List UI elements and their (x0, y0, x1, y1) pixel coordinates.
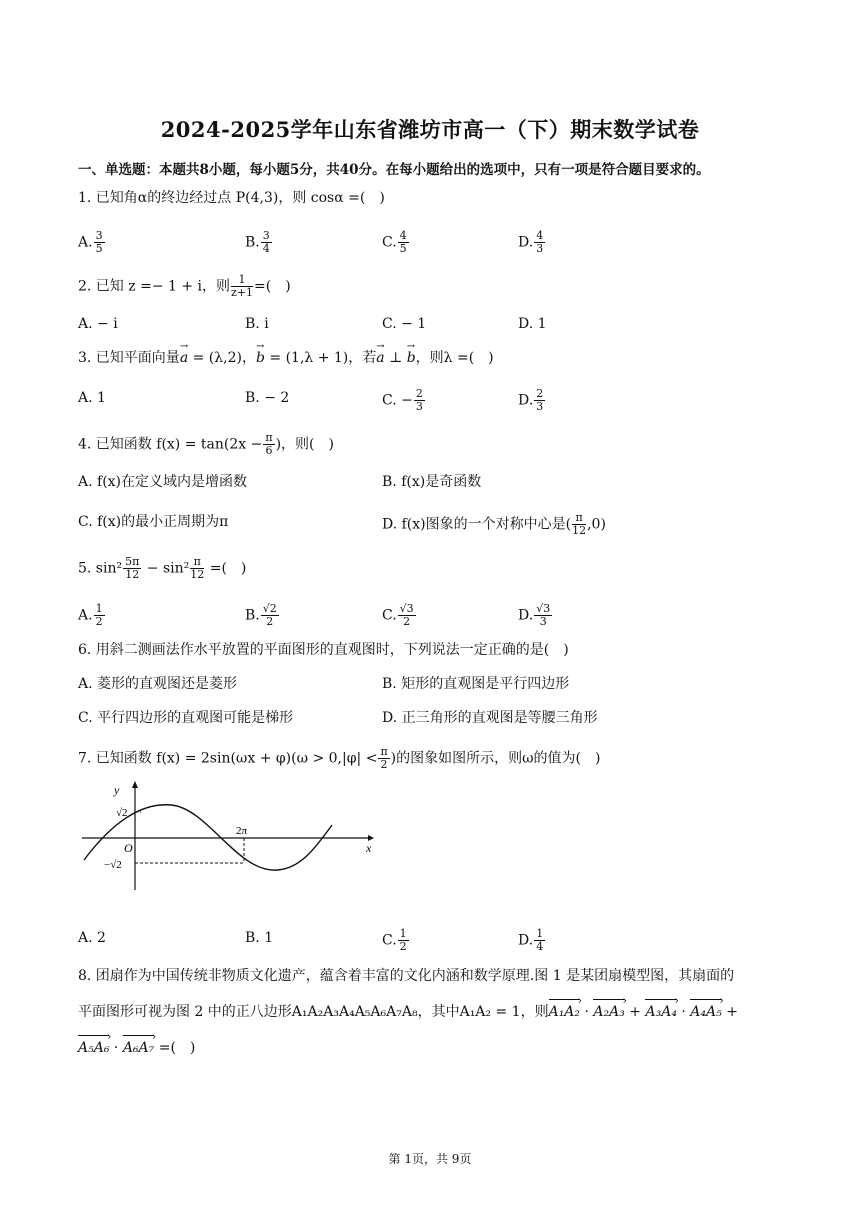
section-header: 一、单选题：本题共8小题，每小题5分，共40分。在每小题给出的选项中，只有一项是符合题目要求的。 (78, 162, 710, 178)
q5-option-c[interactable]: C. $\frac{√3}{2}$ (382, 602, 414, 628)
exam-title: 2024-2025学年山东省潍坊市高一（下）期末数学试卷 (160, 117, 700, 142)
q4-option-a[interactable]: A. f(x)在定义域内是增函数 (78, 474, 248, 490)
sine-graph-figure (78, 778, 378, 896)
q4-option-d[interactable]: D. f(x)图象的一个对称中心是( $\frac{\pi}{12}$ ,0) (382, 511, 606, 537)
q5-option-d[interactable]: D. $\frac{√3}{3}$ (518, 602, 551, 628)
q1-option-c[interactable]: C. $\frac{4}{5}$ (382, 229, 407, 255)
q2-option-c[interactable]: C. − 1 (382, 316, 427, 332)
q2-option-b[interactable]: B. i (245, 316, 269, 332)
q7-option-d[interactable]: D. $\frac{1}{4}$ (518, 927, 544, 953)
q2-option-d[interactable]: D. 1 (518, 316, 547, 332)
q3-option-c[interactable]: C. − $\frac{2}{3}$ (382, 387, 423, 413)
y-axis-label: y (114, 783, 120, 797)
q1-option-d[interactable]: D. $\frac{4}{3}$ (518, 229, 544, 255)
q7-option-b[interactable]: B. 1 (245, 930, 274, 946)
q2-option-a[interactable]: A. − i (78, 316, 118, 332)
2pi-tick-label: 2π (236, 825, 248, 837)
question-6-stem: 6. 用斜二测画法作水平放置的平面图形的直观图时，下列说法一定正确的是( ) (78, 642, 569, 658)
q4-option-c[interactable]: C. f(x)的最小正周期为π (78, 514, 229, 530)
q4-option-b[interactable]: B. f(x)是奇函数 (382, 474, 482, 490)
q7-option-c[interactable]: C. $\frac{1}{2}$ (382, 927, 407, 953)
q6-option-d[interactable]: D. 正三角形的直观图是等腰三角形 (382, 710, 598, 726)
neg-sqrt2-tick-label: −√2 (104, 859, 122, 871)
sqrt2-tick-label: √2 (116, 807, 128, 819)
y-axis-arrow (132, 781, 138, 788)
x-axis-label: x (366, 841, 372, 855)
q1-option-a[interactable]: A. $\frac{3}{5}$ (78, 229, 103, 255)
question-1-stem: 1. 已知角α的终边经过点 P(4,3)，则 cosα =( ) (78, 190, 385, 206)
q5-option-a[interactable]: A. $\frac{1}{2}$ (78, 602, 103, 628)
q6-option-b[interactable]: B. 矩形的直观图是平行四边形 (382, 676, 570, 692)
question-7-stem: 7. 已知函数 f(x) = 2sin(ωx + φ)(ω > 0,|φ| < $\frac{\pi}{2}$ )的图象如图所示，则ω的值为( ) (78, 745, 601, 771)
q3-option-a[interactable]: A. 1 (78, 390, 106, 406)
question-5-stem: 5. sin² $\frac{5\pi}{12}$ − sin² $\frac{\pi}{12}$ =( ) (78, 555, 247, 581)
question-8-line-3: A₅A₆ › · A₆A₇ › =( ) (78, 1038, 798, 1058)
question-2-stem: 2. 已知 z =− 1 + i，则 $\frac{1}{z+1}$ =( ) (78, 273, 291, 299)
question-3-stem: 3. 已知平面向量→ a = (λ,2)，→ b = (1,λ + 1)，若→ a ⊥ → b，则λ =( ) (78, 348, 798, 368)
q3-option-d[interactable]: D. $\frac{2}{3}$ (518, 387, 544, 413)
q1-option-b[interactable]: B. $\frac{3}{4}$ (245, 229, 270, 255)
q5-option-b[interactable]: B. $\frac{√2}{2}$ (245, 602, 277, 628)
q7-option-a[interactable]: A. 2 (78, 930, 106, 946)
q3-option-b[interactable]: B. − 2 (245, 390, 290, 406)
origin-label: O (124, 841, 133, 855)
page-footer: 第 1页，共 9页 (388, 1152, 472, 1166)
question-4-stem: 4. 已知函数 f(x) = tan(2x − $\frac{\pi}{6}$ )，则( ) (78, 431, 334, 457)
q6-option-a[interactable]: A. 菱形的直观图还是菱形 (78, 676, 238, 692)
q6-option-c[interactable]: C. 平行四边形的直观图可能是梯形 (78, 710, 294, 726)
question-8-line-1: 8. 团扇作为中国传统非物质文化遗产，蕴含着丰富的文化内涵和数学原理.图 1 是某团扇模型图，其扇面的 (78, 968, 735, 984)
question-8-line-2: 平面图形可视为图 2 中的正八边形A₁A₂A₃A₄A₅A₆A₇A₈，其中A₁A₂ = 1，则A₁A₂ › · A₂A₃ › + A₃A₄ › · A₄A₅ › + (78, 1002, 798, 1022)
